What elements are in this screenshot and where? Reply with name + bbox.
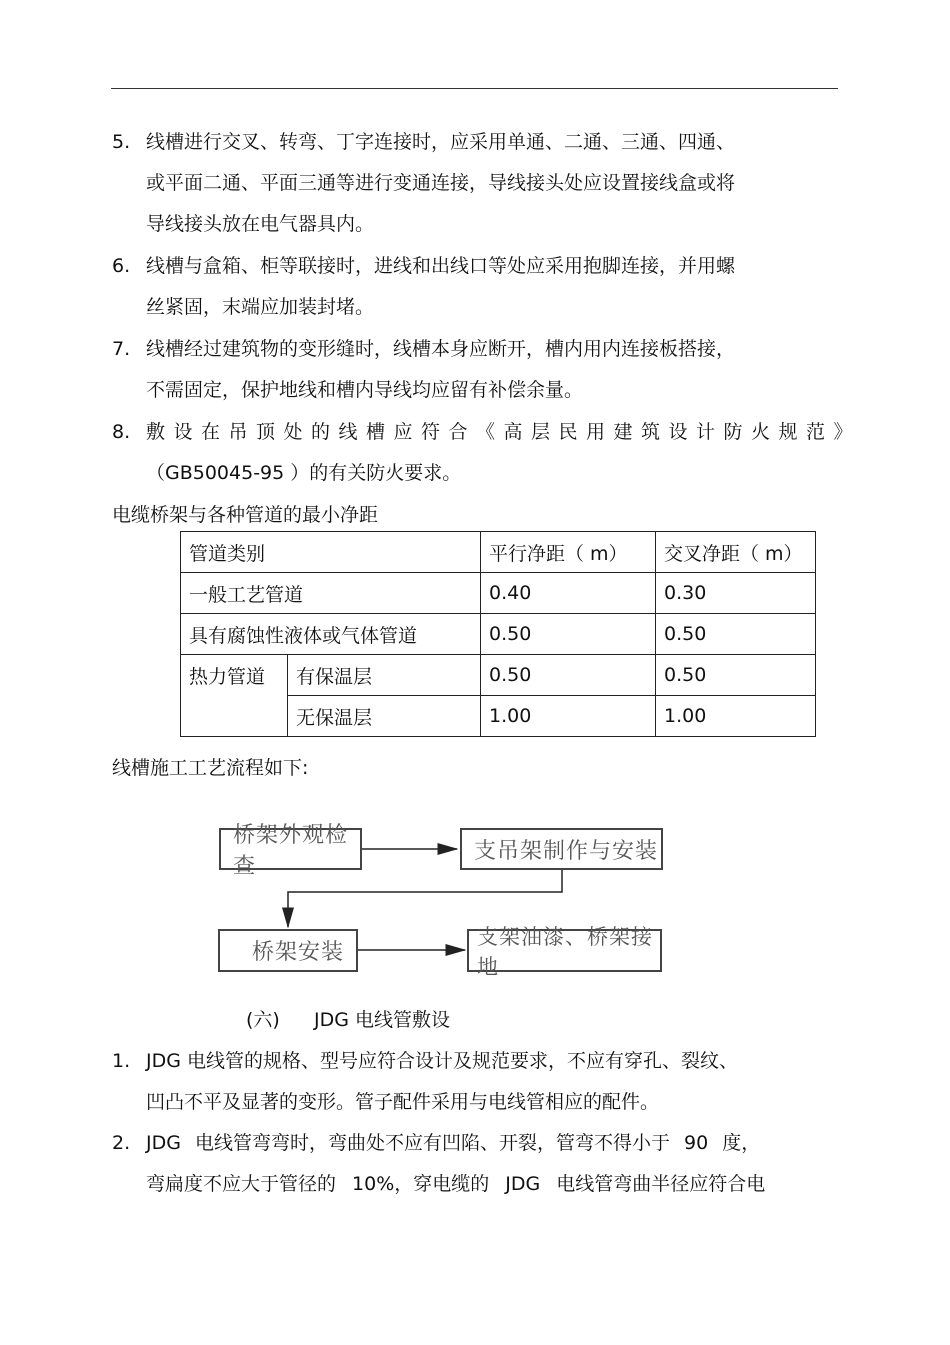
item-text: 凹凸不平及显著的变形。管子配件采用与电线管相应的配件。 [146, 1091, 660, 1113]
item-text: 敷设在吊顶处的线槽应符合《高层民用建筑设计防火规范》 [146, 421, 862, 443]
item-number: 6. [112, 255, 131, 277]
item-text: JDG 电线管的规格、型号应符合设计及规范要求，不应有穿孔、裂纹、 [146, 1050, 738, 1072]
cell-cross: 0.30 [656, 573, 816, 614]
cell-name: 一般工艺管道 [181, 573, 481, 614]
cell-subname: 无保温层 [288, 696, 481, 737]
item-text: 导线接头放在电气器具内。 [146, 213, 375, 235]
cell-name: 具有腐蚀性液体或气体管道 [181, 614, 481, 655]
item-text: JDG 电线管弯弯时，弯曲处不应有凹陷、开裂，管弯不得小于 90 度， [146, 1132, 761, 1154]
item-text: 或平面二通、平面三通等进行变通连接，导线接头处应设置接线盒或将 [146, 172, 736, 194]
cell-parallel: 0.40 [481, 573, 656, 614]
section-title: JDG 电线管敷设 [314, 1009, 450, 1031]
table-caption: 电缆桥架与各种管道的最小净距 [112, 504, 379, 526]
item-text: （GB50045-95 ）的有关防火要求。 [146, 462, 462, 484]
item-text: 不需固定，保护地线和槽内导线均应留有补偿余量。 [146, 379, 584, 401]
flow-caption: 线槽施工工艺流程如下: [112, 757, 309, 779]
item-text: 弯扁度不应大于管径的 10%，穿电缆的 JDG 电线管弯曲半径应符合电 [146, 1173, 766, 1195]
flow-step: 桥架外观检查 [219, 828, 362, 870]
cell-parallel: 0.50 [481, 655, 656, 696]
flow-step: 桥架安装 [218, 929, 358, 972]
cell-parallel: 0.50 [481, 614, 656, 655]
header-cross: 交叉净距（ m） [656, 532, 816, 573]
item-text: 线槽进行交叉、转弯、丁字连接时，应采用单通、二通、三通、四通、 [146, 131, 736, 153]
header-parallel: 平行净距（ m） [481, 532, 656, 573]
flow-step: 支架油漆、桥架接地 [467, 929, 662, 972]
item-text: 线槽经过建筑物的变形缝时，线槽本身应断开，槽内用内连接板搭接， [146, 338, 736, 360]
cell-group-name: 热力管道 [181, 655, 288, 696]
item-number: 1. [112, 1050, 131, 1072]
item-number: 7. [112, 338, 131, 360]
cell-parallel: 1.00 [481, 696, 656, 737]
cell-cross: 1.00 [656, 696, 816, 737]
section-number: (六) [246, 1009, 280, 1031]
item-number: 2. [112, 1132, 131, 1154]
item-number: 8. [112, 421, 131, 443]
header-category: 管道类别 [181, 532, 481, 573]
cell-cross: 0.50 [656, 655, 816, 696]
flow-step: 支吊架制作与安装 [460, 828, 663, 870]
cell-cross: 0.50 [656, 614, 816, 655]
item-text: 丝紧固，末端应加装封堵。 [146, 296, 375, 318]
item-text: 线槽与盒箱、柜等联接时，进线和出线口等处应采用抱脚连接，并用螺 [146, 255, 736, 277]
cell-subname: 有保温层 [288, 655, 481, 696]
item-number: 5. [112, 131, 131, 153]
